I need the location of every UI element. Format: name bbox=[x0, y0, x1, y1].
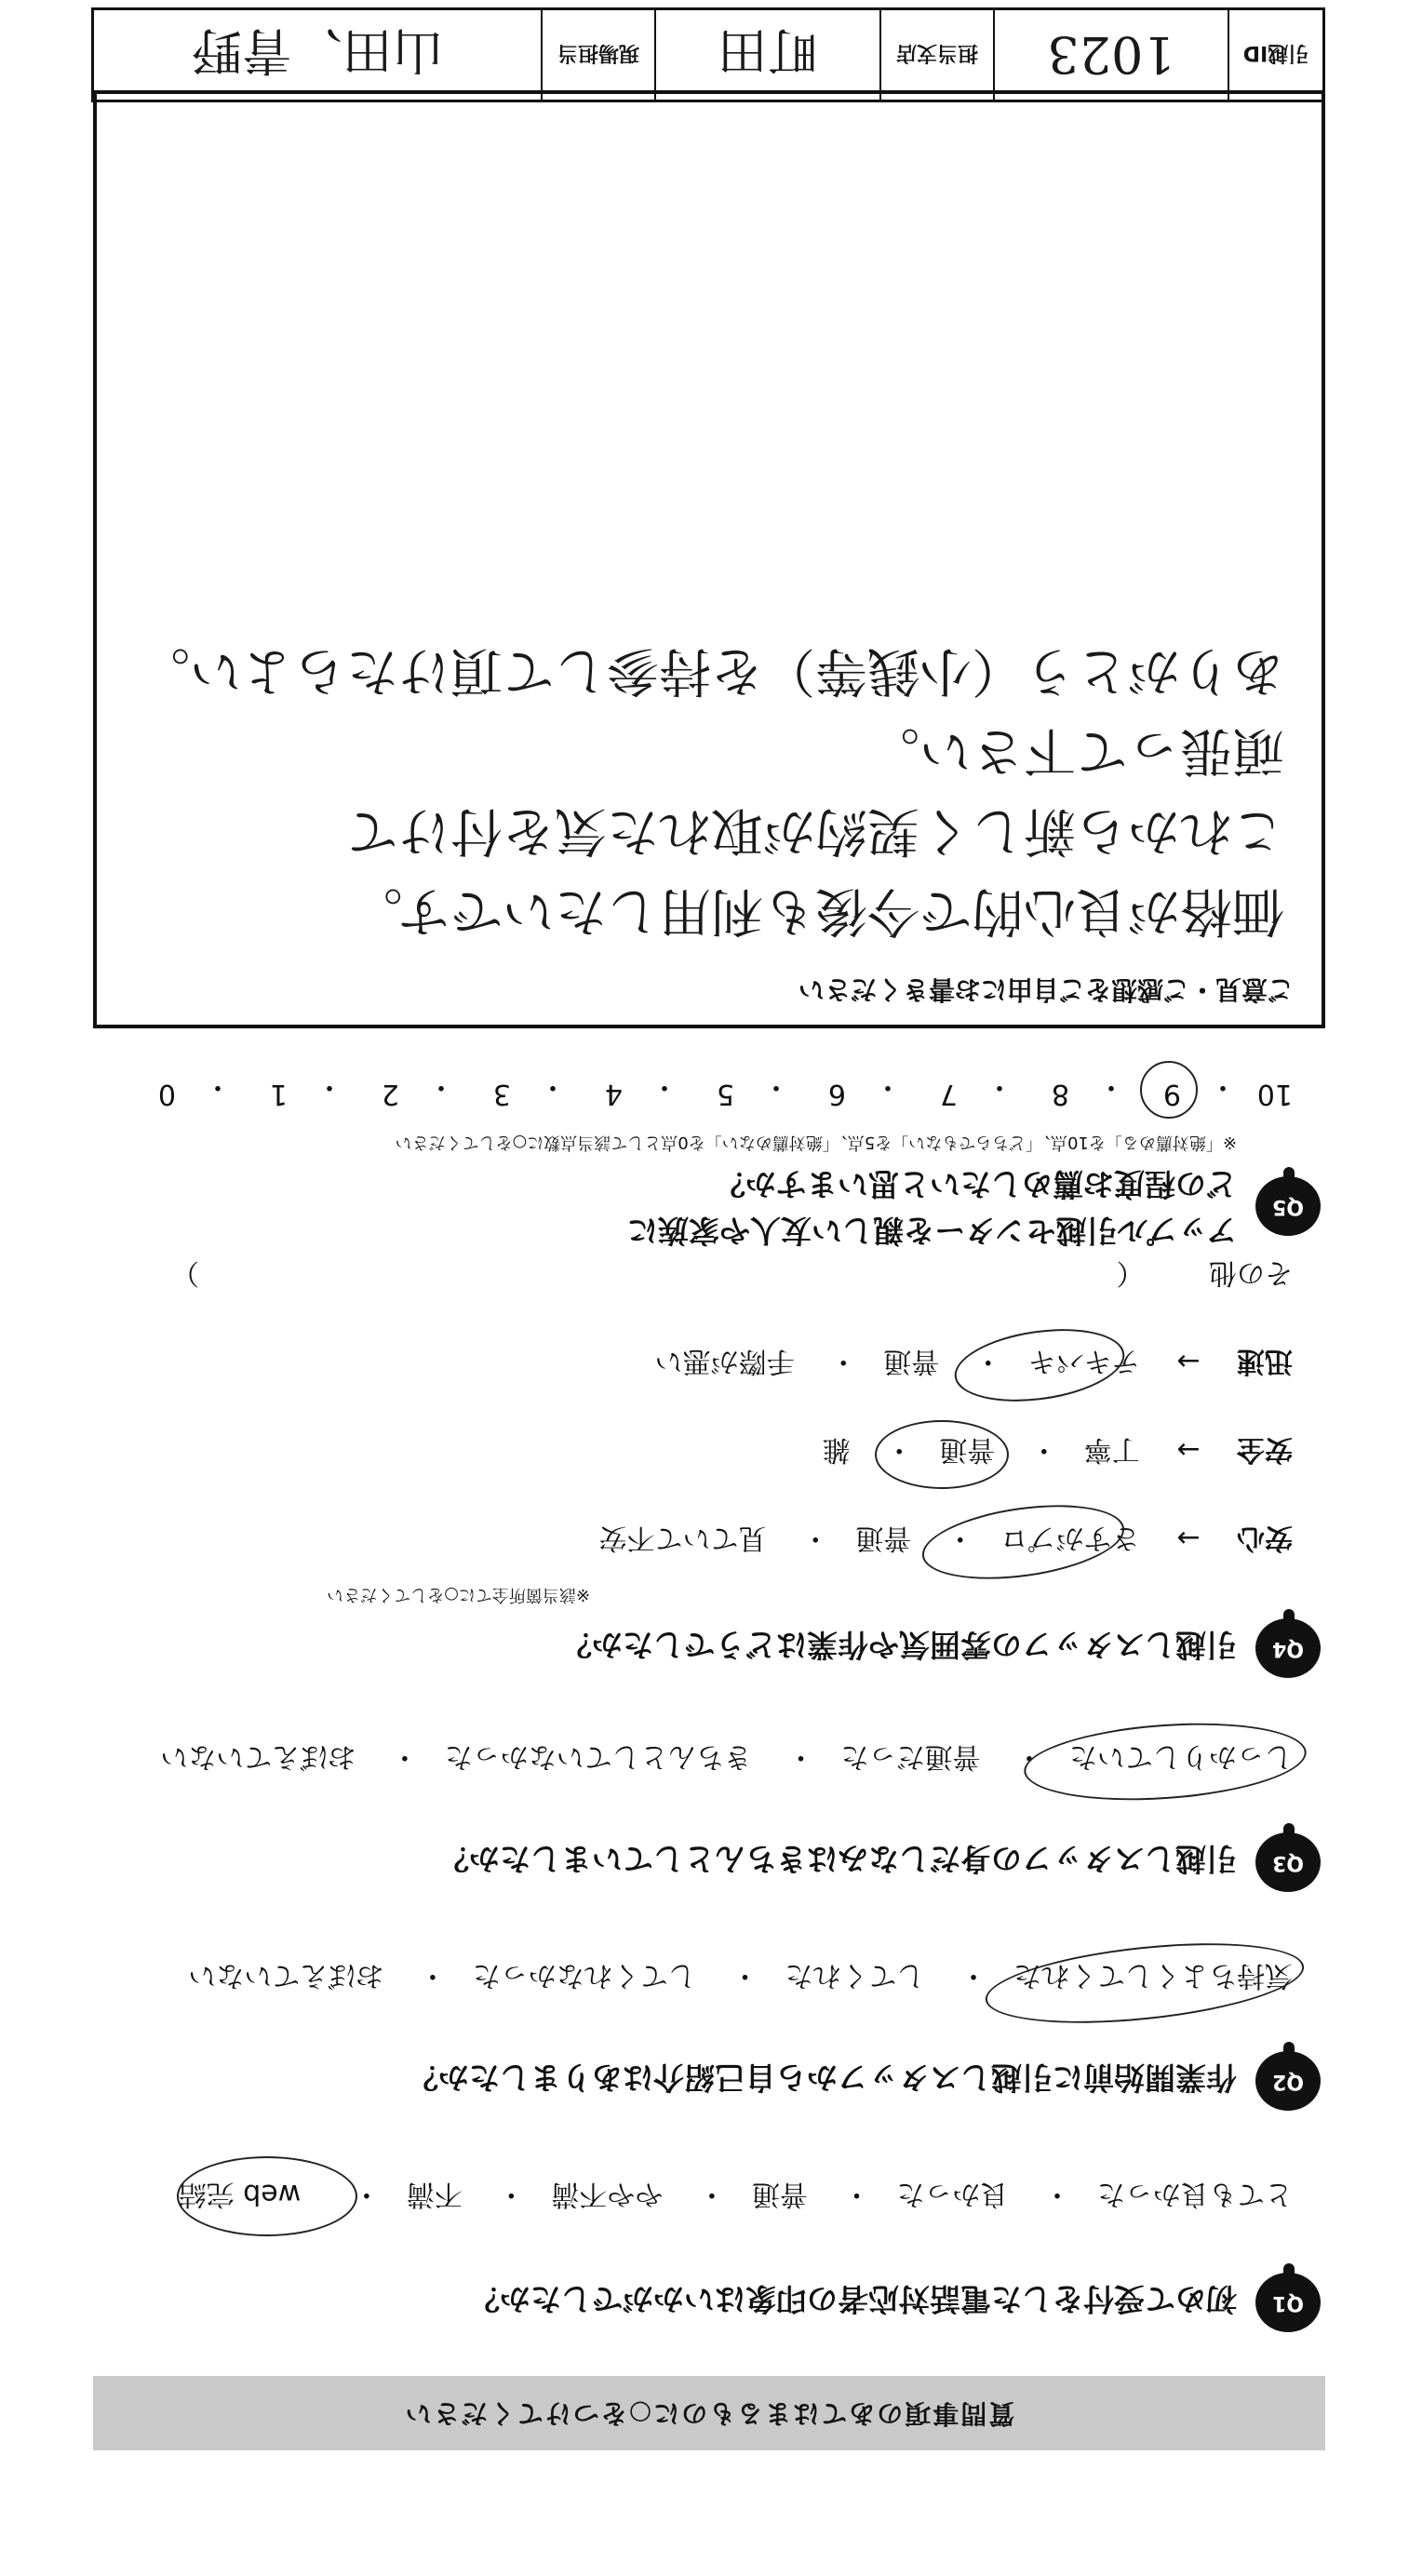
q2-option[interactable]: してくれなかった bbox=[472, 1959, 696, 1992]
q4-row3-answer-circle bbox=[950, 1320, 1130, 1412]
q2-option[interactable]: してくれた bbox=[785, 1959, 925, 1992]
q1-option[interactable]: web 完結 bbox=[178, 2178, 302, 2210]
q2-option[interactable]: 気持ちよくしてくれた bbox=[1013, 1959, 1293, 1992]
q4-option[interactable]: 見ていて不安 bbox=[598, 1522, 767, 1554]
arrow-icon: → bbox=[1176, 1433, 1201, 1466]
q2-text: 作業開始前に引越しスタッフから自己紹介はありましたか？ bbox=[408, 2059, 1237, 2096]
q1-option[interactable]: 良かった bbox=[896, 2178, 1009, 2210]
instruction-bar bbox=[93, 2376, 1325, 2450]
comment-handwriting bbox=[130, 630, 1284, 950]
q5-scale-value[interactable]: 5 bbox=[716, 1078, 734, 1110]
q1-option[interactable]: 普通 bbox=[751, 2178, 808, 2210]
q5-scale-value[interactable]: 9 bbox=[1162, 1078, 1181, 1110]
q4-note: ※該当箇所全てに○をしてください bbox=[327, 1585, 590, 1604]
footer-info-table bbox=[91, 7, 1325, 102]
q4-row-label: 迅速 bbox=[1237, 1345, 1293, 1377]
q3-options: しっかりしていた・ 普通だった・ きちんとしていなかった・ おぼえていない bbox=[160, 1740, 1293, 1773]
q5-icon: Q5 bbox=[1255, 1176, 1321, 1236]
q4-row-label: 安心 bbox=[1237, 1522, 1293, 1554]
q5-answer-circle bbox=[1140, 1061, 1198, 1119]
q5-scale-value[interactable]: 0 bbox=[157, 1078, 176, 1110]
q5-scale-value[interactable]: 6 bbox=[827, 1078, 846, 1110]
q5-scale-value[interactable]: 8 bbox=[1051, 1078, 1069, 1110]
q3-text: 引越しスタッフの身だしなみはきちんとしていましたか？ bbox=[438, 1841, 1237, 1877]
scale-dot: ・ bbox=[651, 1070, 678, 1103]
q4-row-label: 安全 bbox=[1237, 1433, 1293, 1466]
q4-option[interactable]: 普通 bbox=[883, 1345, 940, 1377]
q4-option[interactable]: 手際が悪い bbox=[654, 1345, 795, 1377]
q1-icon: Q1 bbox=[1255, 2273, 1321, 2332]
q4-other-label: その他 bbox=[1209, 1256, 1293, 1289]
q1-text: 初めて受付をした電話対応者の印象はいかがでしたか？ bbox=[469, 2281, 1237, 2317]
q1-option[interactable]: とても良かった bbox=[1097, 2178, 1293, 2210]
q1-options: とても良かった・ 良かった・ 普通・ やや不満・ 不満・ web 完結 bbox=[162, 2177, 1293, 2218]
q5-scale-value[interactable]: 1 bbox=[269, 1078, 288, 1110]
staff-label-cell bbox=[541, 10, 654, 100]
scale-dot: ・ bbox=[762, 1070, 790, 1103]
q5-note: ※「絶対薦める」を10点、「どちらでもない」を5点、「絶対薦めない」を0点として該当点数に○をしてください bbox=[395, 1133, 1237, 1152]
comment-box[interactable] bbox=[93, 90, 1325, 1028]
id-label-cell bbox=[1228, 10, 1322, 100]
scale-dot: ・ bbox=[427, 1070, 455, 1103]
comment-line: 頑張って下さい。 bbox=[867, 720, 1284, 781]
scale-dot: ・ bbox=[204, 1070, 232, 1103]
q2-options: 気持ちよくしてくれた・ してくれた・ してくれなかった・ おぼえていない bbox=[188, 1959, 1293, 1992]
q4-option[interactable]: テキパキ bbox=[1027, 1345, 1140, 1377]
q3-option[interactable]: おぼえていない bbox=[160, 1740, 356, 1773]
q2-option[interactable]: おぼえていない bbox=[188, 1959, 384, 1992]
q4-option[interactable]: 普通 bbox=[939, 1433, 996, 1466]
q4-other-open: （ bbox=[1116, 1256, 1145, 1289]
branch-label: 担当支店 bbox=[896, 41, 979, 65]
q5-scale-value[interactable]: 2 bbox=[381, 1078, 399, 1110]
q2-icon: Q2 bbox=[1255, 2051, 1321, 2111]
q2-answer-circle bbox=[982, 1930, 1308, 2036]
q4-row1-answer-circle bbox=[918, 1494, 1129, 1590]
q3-option[interactable]: しっかりしていた bbox=[1069, 1740, 1293, 1773]
q4-icon: Q4 bbox=[1255, 1618, 1321, 1678]
q4-other-close: ） bbox=[171, 1256, 199, 1289]
instruction-text: 質問事項のあてはまるものに○をつけてください bbox=[403, 2398, 1015, 2429]
q3-option[interactable]: 普通だった bbox=[840, 1740, 981, 1773]
staff-value: 山田、青野 bbox=[192, 21, 443, 81]
scale-dot: ・ bbox=[1097, 1070, 1125, 1103]
q4-row2-answer-circle bbox=[875, 1420, 1009, 1489]
staff-value-cell bbox=[94, 10, 541, 100]
q4-option[interactable]: 普通 bbox=[855, 1522, 912, 1554]
q4-row-anshin: 安心 → さすがプロ・ 普通・ 見ていて不安 bbox=[598, 1522, 1293, 1554]
q5-scale-value[interactable]: 3 bbox=[492, 1078, 511, 1110]
id-value-cell bbox=[993, 10, 1228, 100]
scale-dot: ・ bbox=[539, 1070, 567, 1103]
id-label: 引越ID bbox=[1242, 41, 1309, 65]
comment-title: ご意見・ご感想をご自由にお書きください bbox=[798, 974, 1294, 1005]
comment-line: 価格が良心的で今後も利用したいです。 bbox=[350, 880, 1284, 941]
q4-other bbox=[1116, 1255, 1293, 1296]
arrow-icon: → bbox=[1176, 1345, 1201, 1377]
q4-text: 引越しスタッフの雰囲気や作業はどうでしたか？ bbox=[561, 1627, 1237, 1663]
q3-answer-circle bbox=[1022, 1714, 1309, 1808]
scale-dot: ・ bbox=[986, 1070, 1013, 1103]
q4-row-jinsoku: 迅速 → テキパキ・ 普通・ 手際が悪い bbox=[654, 1345, 1293, 1377]
comment-line: ありがとう（小銭等）を持参して頂けたらよい。 bbox=[138, 640, 1284, 701]
q1-answer-circle bbox=[177, 2156, 357, 2236]
q5-text-line1: アップル引越センターを親しい友人や家族に bbox=[626, 1213, 1237, 1249]
q5-scale-value[interactable]: 10 bbox=[1256, 1078, 1293, 1110]
q4-option[interactable]: さすがプロ bbox=[1000, 1522, 1140, 1554]
q5-scale-value[interactable]: 4 bbox=[604, 1078, 623, 1110]
staff-label: 現場担当 bbox=[557, 41, 640, 65]
q1-option[interactable]: やや不満 bbox=[551, 2178, 664, 2210]
id-value: 1023 bbox=[1047, 25, 1175, 85]
q5-scale bbox=[83, 1054, 1293, 1110]
q5-text-line2: どの程度お薦めしたいと思いますか？ bbox=[715, 1166, 1237, 1202]
q3-icon: Q3 bbox=[1255, 1832, 1321, 1892]
q3-option[interactable]: きちんとしていなかった bbox=[444, 1740, 752, 1773]
branch-value-cell bbox=[654, 10, 879, 100]
arrow-icon: → bbox=[1176, 1522, 1201, 1554]
branch-value: 町田 bbox=[718, 21, 818, 81]
q1-option[interactable]: 不満 bbox=[406, 2178, 463, 2210]
q5-scale-value[interactable]: 7 bbox=[939, 1078, 958, 1110]
comment-line: これから新しく契約が取れた気を付けて bbox=[346, 800, 1284, 861]
q4-option[interactable]: 雑 bbox=[822, 1433, 851, 1466]
scale-dot: ・ bbox=[315, 1070, 343, 1103]
q4-row-anzen: 安全 → 丁寧・ 普通・ 雑 bbox=[822, 1433, 1293, 1466]
branch-label-cell bbox=[879, 10, 993, 100]
scale-dot: ・ bbox=[874, 1070, 902, 1103]
q4-option[interactable]: 丁寧 bbox=[1083, 1433, 1140, 1466]
scale-dot: ・ bbox=[1209, 1070, 1237, 1103]
